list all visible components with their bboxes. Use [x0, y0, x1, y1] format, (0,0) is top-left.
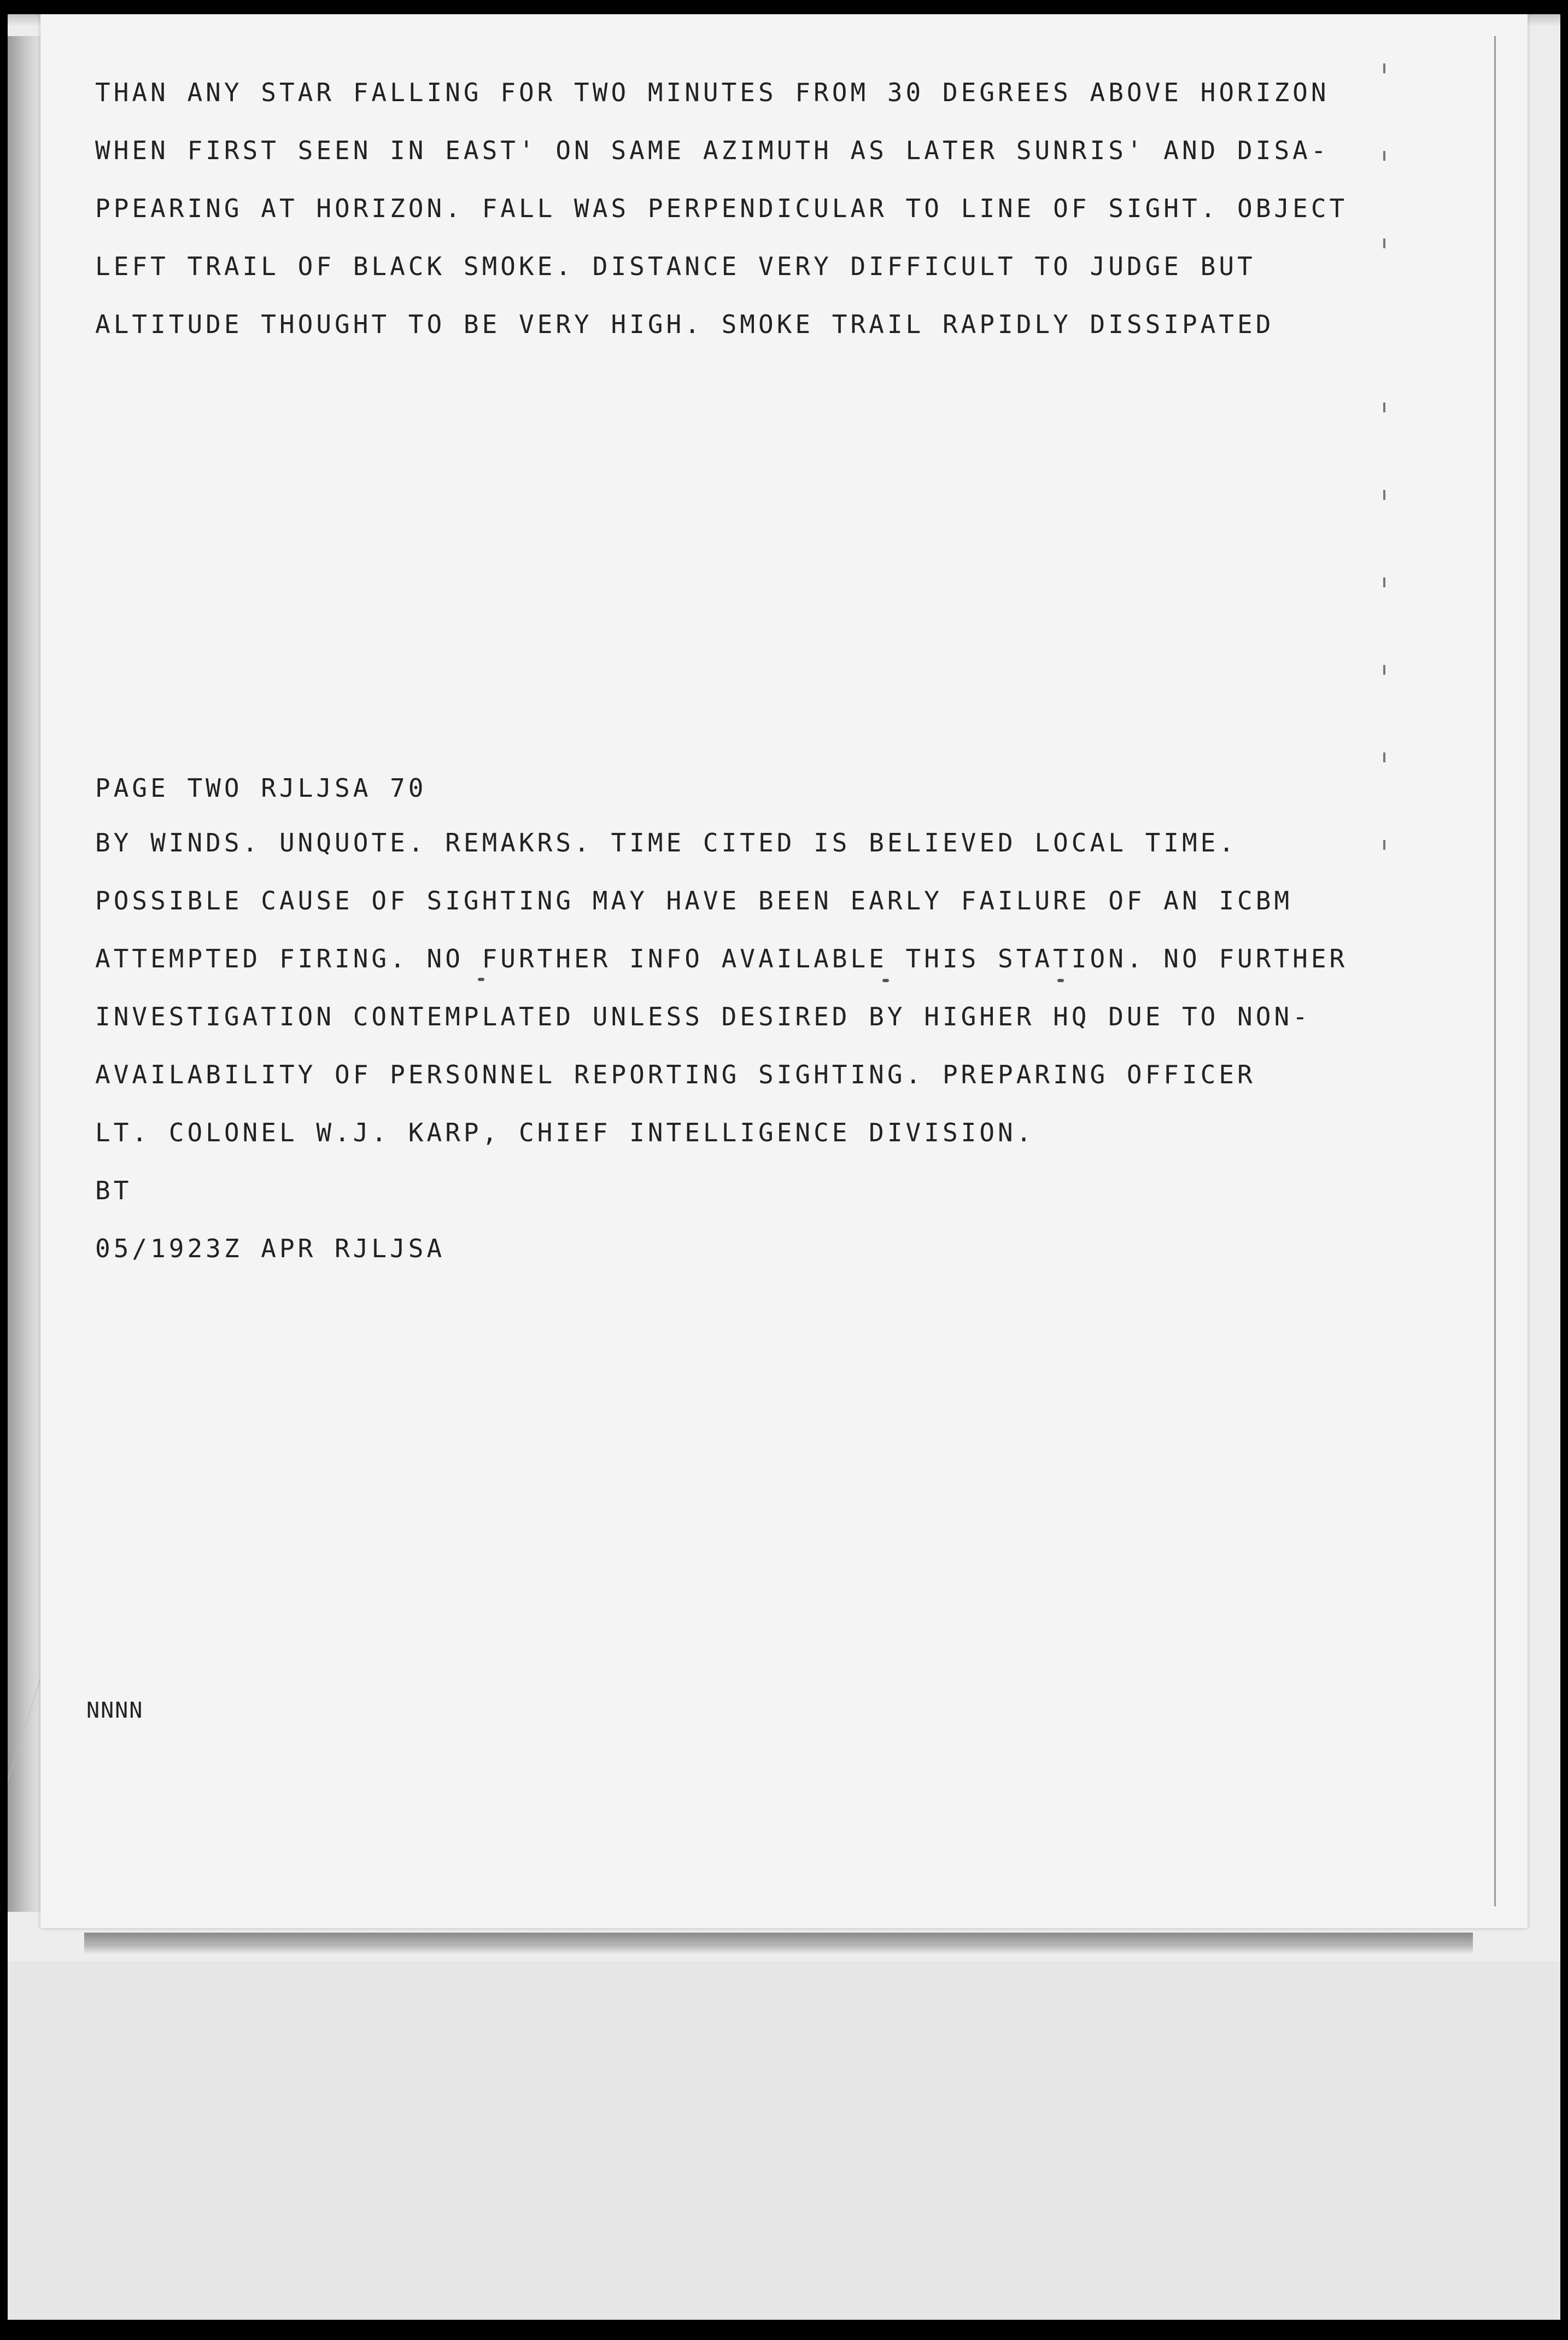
scanned-page	[8, 14, 1560, 2320]
page-header: PAGE TWO RJLJSA 70	[95, 773, 427, 803]
margin-mark	[1383, 402, 1385, 412]
margin-mark	[1383, 490, 1385, 500]
sheet-edge	[1494, 36, 1496, 1906]
message-line: POSSIBLE CAUSE OF SIGHTING MAY HAVE BEEN EARLY FAILURE OF AN ICBM	[95, 886, 1293, 915]
message-line: ALTITUDE THOUGHT TO BE VERY HIGH. SMOKE TRAIL RAPIDLY DISSIPATED	[95, 310, 1274, 339]
margin-mark	[1383, 238, 1385, 248]
message-line: LEFT TRAIL OF BLACK SMOKE. DISTANCE VERY DIFFICULT TO JUDGE BUT	[95, 252, 1256, 281]
message-line: THAN ANY STAR FALLING FOR TWO MINUTES FROM 30 DEGREES ABOVE HORIZON	[95, 78, 1330, 107]
margin-mark	[1383, 840, 1385, 850]
margin-mark	[1383, 151, 1385, 161]
message-line: PPEARING AT HORIZON. FALL WAS PERPENDICULAR TO LINE OF SIGHT. OBJECT	[95, 194, 1348, 223]
message-line: ATTEMPTED FIRING. NO FURTHER INFO AVAILABLE THIS STATION. NO FURTHER	[95, 944, 1348, 973]
break-marker: BT	[95, 1176, 132, 1205]
ink-smudge	[1057, 979, 1064, 982]
message-line: LT. COLONEL W.J. KARP, CHIEF INTELLIGENCE DIVISION.	[95, 1118, 1035, 1147]
end-of-message-marker: NNNN	[86, 1698, 144, 1723]
margin-mark	[1383, 752, 1385, 762]
ink-smudge	[882, 979, 889, 982]
message-line: AVAILABILITY OF PERSONNEL REPORTING SIGHTING. PREPARING OFFICER	[95, 1060, 1256, 1089]
teletype-sheet	[40, 14, 1528, 1928]
message-line: BY WINDS. UNQUOTE. REMAKRS. TIME CITED IS BELIEVED LOCAL TIME.	[95, 828, 1238, 857]
message-line: INVESTIGATION CONTEMPLATED UNLESS DESIRED BY HIGHER HQ DUE TO NON-	[95, 1002, 1311, 1031]
margin-mark	[1383, 63, 1385, 73]
date-time-group: 05/1923Z APR RJLJSA	[95, 1234, 446, 1263]
sheet-bottom-shadow	[84, 1933, 1473, 1954]
message-line: WHEN FIRST SEEN IN EAST' ON SAME AZIMUTH AS LATER SUNRIS' AND DISA-	[95, 136, 1330, 165]
ink-smudge	[478, 978, 484, 981]
margin-mark	[1383, 577, 1385, 587]
scan-left-margin	[8, 36, 40, 1912]
margin-mark	[1383, 665, 1385, 675]
scan-background	[8, 1961, 1560, 2320]
